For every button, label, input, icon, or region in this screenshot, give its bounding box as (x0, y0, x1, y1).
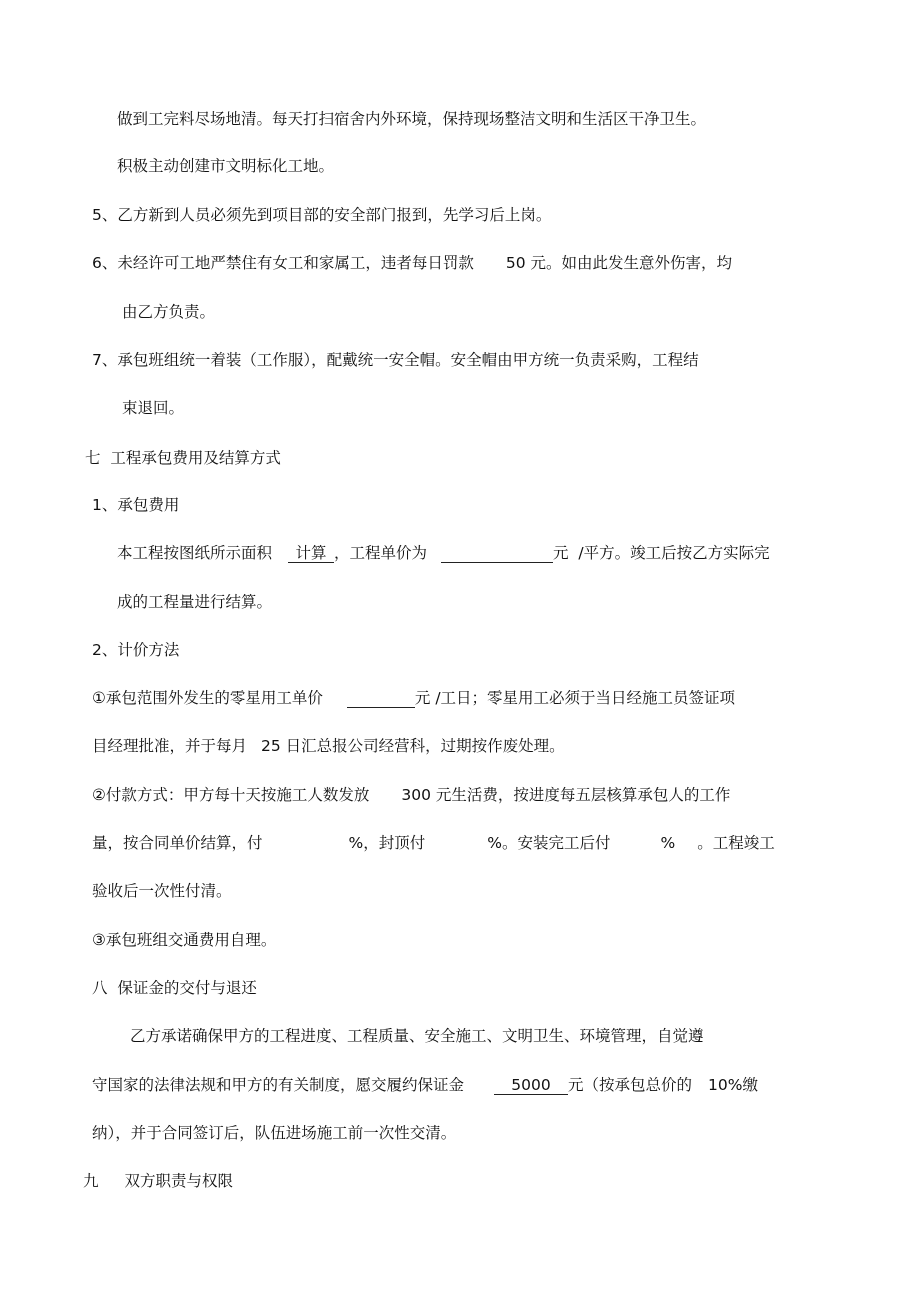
item-5: 5、乙方新到人员必须先到项目部的安全部门报到，先学习后上岗。 (92, 206, 552, 224)
install-percent-sign: % (660, 834, 676, 852)
deposit-text: 守国家的法律法规和甲方的有关制度，愿交履约保证金 (92, 1076, 465, 1094)
line-1: 做到工完料尽场地清。每天打扫宿舍内外环境，保持现场整洁文明和生活区干净卫生。 (117, 110, 707, 128)
labor-rate-line (92, 688, 735, 708)
labor-rate-text: ①承包范围外发生的零星用工单价 (92, 689, 323, 707)
transport-line: ③承包班组交通费用自理。 (92, 931, 277, 949)
completion-text: 。工程竣工 (697, 834, 775, 852)
contract-price-line (117, 543, 770, 563)
section-9-number: 九 (83, 1172, 99, 1190)
deposit-para-line-2 (92, 1075, 758, 1095)
deposit-suffix: 元（按承包总价的 (568, 1076, 693, 1094)
line-2: 积极主动创建市文明标化工地。 (117, 157, 335, 175)
contract-price-text: 本工程按图纸所示面积 (117, 544, 273, 562)
labor-rate-cont (92, 736, 565, 756)
fine-amount: 50 元。如由此发生意外伤害，均 (505, 254, 733, 272)
deposit-para-line-1: 乙方承诺确保甲方的工程进度、工程质量、安全施工、文明卫生、环境管理，自觉遵 (130, 1027, 704, 1045)
payment-percent-text: 量，按合同单价结算，付 (92, 834, 263, 852)
item-6-text: 6、未经许可工地严禁住有女工和家属工，违者每日罚款 (92, 254, 474, 272)
payment-cont: 验收后一次性付清。 (92, 882, 232, 900)
contract-price-cont: 成的工程量进行结算。 (117, 593, 273, 611)
unit-price-suffix: 元 /平方。竣工后按乙方实际完 (553, 544, 770, 562)
summary-date: 25 日汇总报公司经营科，过期按作废处理。 (261, 737, 565, 755)
calc-basis-blank: 计算 (288, 543, 334, 563)
payment-line (92, 785, 730, 805)
section-8-heading: 八 保证金的交付与退还 (92, 979, 257, 997)
install-percent: %。安装完工后付 (487, 834, 611, 852)
subsection-1-heading: 1、承包费用 (92, 496, 180, 514)
labor-rate-blank (347, 688, 415, 708)
deposit-para-line-3: 纳），并于合同签订后，队伍进场施工前一次性交清。 (92, 1124, 457, 1142)
item-6 (92, 253, 732, 273)
subsection-2-heading: 2、计价方法 (92, 641, 180, 659)
section-7-heading: 七 工程承包费用及结算方式 (85, 449, 281, 467)
deposit-amount: 5000 (494, 1075, 568, 1095)
unit-price-blank (441, 543, 553, 563)
section-9-title: 双方职责与权限 (124, 1172, 234, 1190)
living-allowance: 300 元生活费，按进度每五层核算承包人的工作 (401, 786, 731, 804)
payment-percent-line (92, 833, 775, 853)
labor-rate-cont-text: 目经理批准，并于每月 (92, 737, 248, 755)
unit-price-label: ，工程单价为 (334, 544, 428, 562)
item-7: 7、承包班组统一着装（工作服），配戴统一安全帽。安全帽由甲方统一负责采购，工程结 (92, 351, 699, 369)
capping-percent: %，封顶付 (348, 834, 426, 852)
section-9-heading (83, 1171, 233, 1191)
item-7-cont: 束退回。 (122, 399, 185, 417)
labor-rate-suffix: 元 /工日；零星用工必须于当日经施工员签证项 (414, 689, 736, 707)
deposit-percent: 10%缴 (708, 1076, 758, 1094)
payment-text: ②付款方式：甲方每十天按施工人数发放 (92, 786, 370, 804)
item-6-cont: 由乙方负责。 (122, 303, 216, 321)
